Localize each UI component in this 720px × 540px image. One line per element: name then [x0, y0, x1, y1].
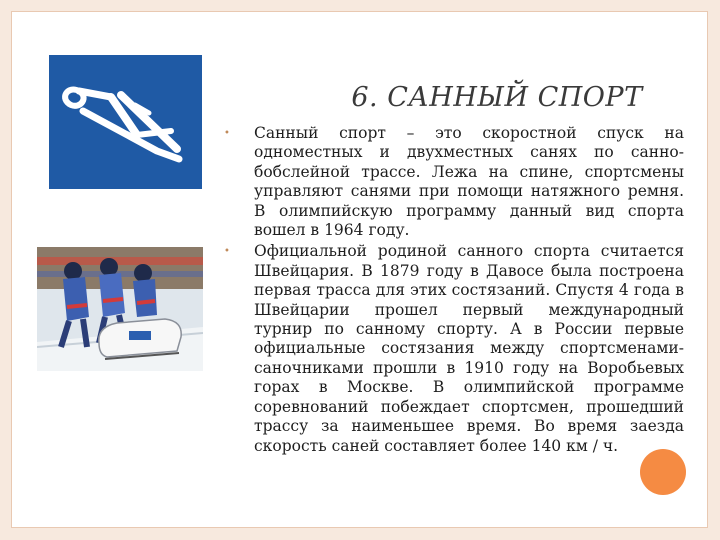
bullet-text: Официальной родиной санного спорта считается Швейцария. В 1879 году в Давосе была построена первая трасса для этих состязаний. Спустя 4 года в Швейцарии прошел первый международный турнир по санному спорту. А в России первые официальные состязания между спортсменами-саночниками прошли в 1910 году на Воробьевых горах в Москве. В олимпийской программе соревнований побеждает спортсмен, прошедший трассу за наименьшее время. Во время заезда скорость саней составляет более 140 км / ч.	[254, 242, 684, 455]
bullet-item	[224, 242, 684, 455]
bullet-text: Санный спорт – это скоростной спуск на одноместных и двухместных санях по санно-бобслейной трассе. Лежа на спине, спортсмены управляют санями при помощи натяжного ремня. В олимпийскую программу данный вид спорта вошел в 1964 году.	[254, 124, 684, 240]
bullet-icon: •	[224, 246, 230, 258]
bullet-list	[224, 124, 684, 456]
bullet-item	[224, 124, 684, 240]
bullet-icon: •	[224, 128, 230, 139]
decorative-circle	[640, 449, 686, 495]
luge-pictogram-icon	[49, 55, 202, 189]
slide	[11, 11, 708, 528]
slide-title: 6. САННЫЙ СПОРТ	[351, 82, 643, 113]
bobsleigh-team-photo	[37, 247, 203, 371]
